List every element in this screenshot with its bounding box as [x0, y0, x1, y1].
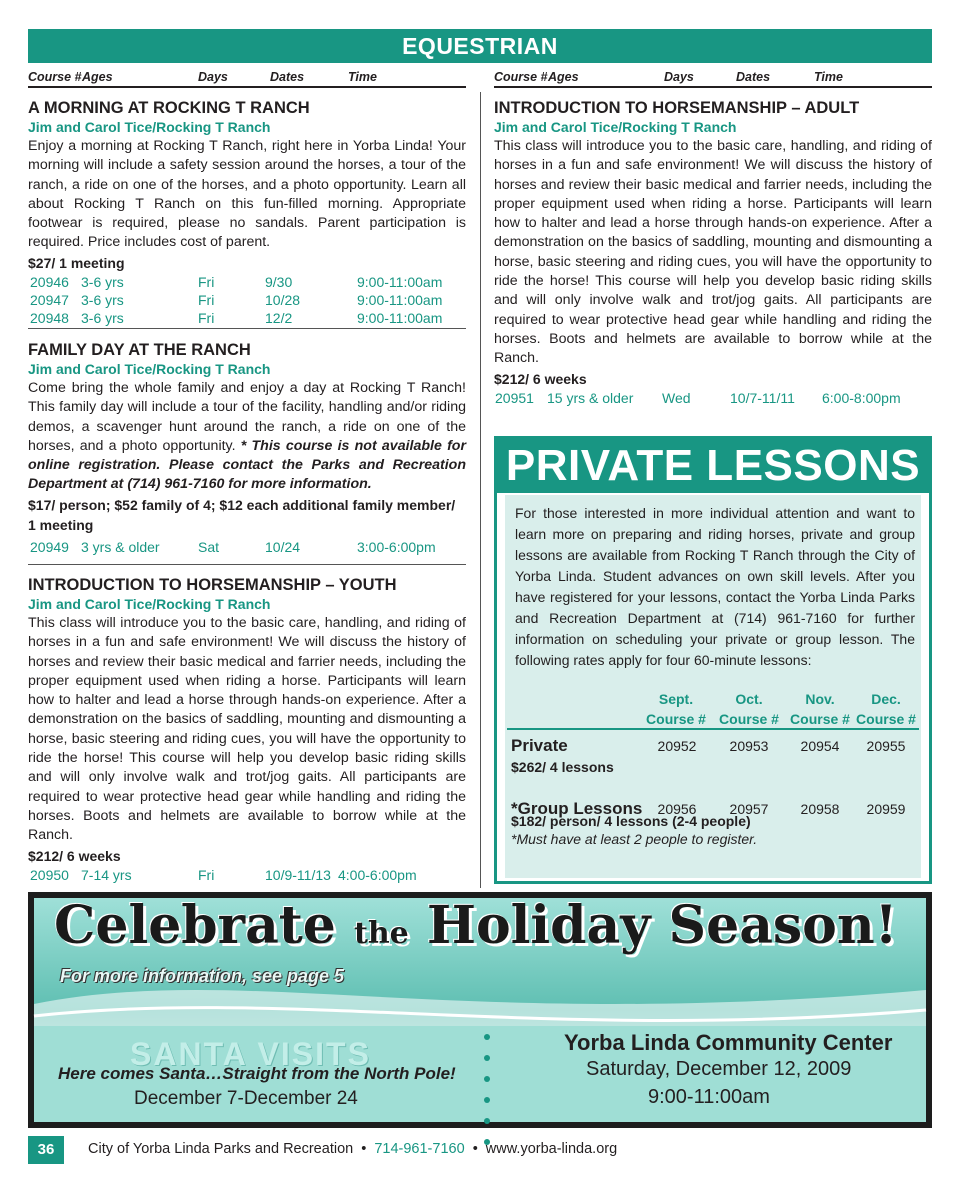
course-title: INTRODUCTION TO HORSEMANSHIP – YOUTH [28, 576, 397, 594]
event-time: 9:00-11:00am [648, 1086, 770, 1108]
rate-course-number: 20958 [800, 801, 840, 817]
course-price: $212/ 6 weeks [28, 847, 121, 864]
col-course: Course # [494, 70, 548, 84]
course-family-day [28, 340, 466, 556]
course-instructor: Jim and Carol Tice/Rocking T Ranch [494, 119, 737, 135]
section-row: 20948 3-6 yrs Fri 12/2 9:00-11:00am [30, 309, 443, 326]
course-price: $27/ 1 meeting [28, 254, 125, 271]
col-ages: Ages [82, 70, 113, 84]
course-morning-rocking-t [28, 98, 466, 327]
santa-tagline: Here comes Santa…Straight from the North Pole! [58, 1064, 456, 1083]
course-instructor: Jim and Carol Tice/Rocking T Ranch [28, 119, 271, 135]
rate-note: *Must have at least 2 people to register. [511, 831, 758, 847]
section-row: 20946 3-6 yrs Fri 9/30 9:00-11:00am [30, 273, 443, 290]
course-note: * This course is not available for online registration. Please contact the Parks and Recreation Department at (714) 961-7160 for more information. [28, 437, 466, 493]
rate-course-number: 20955 [866, 738, 906, 754]
rate-course-number: 20953 [729, 738, 769, 754]
footer-separator: • [361, 1141, 367, 1157]
section-row: 20951 15 yrs & older Wed 10/7-11/11 6:00-8:00pm [495, 389, 901, 406]
section-banner: EQUESTRIAN [28, 29, 932, 63]
rate-header-oct: Oct. Course # [719, 691, 779, 727]
rate-header-sept: Sept. Course # [646, 691, 706, 727]
rate-price-group: $182/ person/ 4 lessons (2-4 people) [511, 813, 751, 829]
col-days: Days [664, 70, 694, 84]
rate-course-number: 20952 [657, 738, 697, 754]
private-lessons-box [494, 436, 932, 884]
footer-org: City of Yorba Linda Parks and Recreation [88, 1141, 354, 1157]
course-title: FAMILY DAY AT THE RANCH [28, 341, 251, 359]
course-title: INTRODUCTION TO HORSEMANSHIP – ADULT [494, 99, 860, 117]
course-description: Come bring the whole family and enjoy a day at Rocking T Ranch! This family day will include a tour of the facility, handling and/or riding demos, a scavenger hunt around the ranch, a ride on one of the horses, and a photo opportunity. * This course is not available for online registration. Please contact the Parks and Recreation Department at (714) 961-7160 for more information. [28, 380, 466, 493]
section-row: 20947 3-6 yrs Fri 10/28 9:00-11:00am [30, 291, 443, 308]
rate-course-number: 20956 [657, 801, 697, 817]
course-separator [28, 328, 466, 329]
private-lessons-description: For those interested in more individual attention and want to learn more on preparing and riding horses, private and group lessons are available from Rocking T Ranch through the City of Yorba Linda. Student advances on own skill levels. After you have registered for your lessons, contact the Yorba Linda Parks and Recreation Department at (714) 961-7160 for further information on scheduling your private or group lesson. The following rates apply for four 60-minute lessons: [515, 505, 915, 668]
private-lessons-title: PRIVATE LESSONS [497, 439, 929, 493]
col-time: Time [348, 70, 377, 84]
course-description: Enjoy a morning at Rocking T Ranch, right here in Yorba Linda! Your morning will include a safety session around the horses, a tour of the ranch, a ride on one of the horses, and a photo opportunity. Learn all about Rocking T Ranch on this fun-filled morning. Appropriate footwear is required, please no sandals. Parent participation is required. Price includes cost of parent. [28, 138, 466, 251]
rate-header-dec: Dec. Course # [856, 691, 916, 727]
holiday-ad [28, 892, 932, 1128]
col-dates: Dates [736, 70, 771, 84]
santa-visits-title: SANTA VISITS [130, 1036, 371, 1072]
course-price: $17/ person; $52 family of 4; $12 each additional family member/ 1 meeting [28, 496, 456, 533]
course-description: This class will introduce you to the basic care, handling, and riding of horses in a fun and safe environment! We will discuss the history of horses and review their basic medical and farrier needs, including the proper equipment used when riding a horse. Participants will learn how to halter and lead a horse through hands-on experience. After a demonstration on the basics of saddling, mounting and dismounting a horse, basic steering and riding cues, you will have the opportunity to ride the horse! This course will help you develop basic riding skills and will only involve walk and trot/jog gaits. All participants are required to wear protective head gear while handling and riding the horses. Boots and helmets are available to borrow while at the Ranch. [494, 138, 932, 367]
column-header-right [494, 68, 932, 88]
footer [88, 1141, 617, 1157]
holiday-info: For more information, see page 5 [60, 966, 345, 986]
course-horsemanship-adult [494, 98, 932, 407]
course-horsemanship-youth [28, 575, 466, 884]
col-time: Time [814, 70, 843, 84]
col-ages: Ages [548, 70, 579, 84]
column-header-left [28, 68, 466, 88]
section-row: 20950 7-14 yrs Fri 10/9-11/13 4:00-6:00pm [30, 866, 417, 883]
rate-name-group: *Group Lessons [511, 799, 643, 818]
holiday-title: Celebrate the Holiday Season! [54, 895, 898, 956]
rate-name-private: Private [511, 736, 568, 755]
rate-course-number: 20957 [729, 801, 769, 817]
rate-header-nov: Nov. Course # [790, 691, 850, 727]
footer-separator: • [472, 1141, 478, 1157]
rate-price-private: $262/ 4 lessons [511, 759, 614, 775]
course-separator [28, 564, 466, 565]
private-lessons-panel [505, 495, 921, 878]
rate-course-number: 20959 [866, 801, 906, 817]
holiday-details-panel [34, 1026, 926, 1122]
col-course: Course # [28, 70, 82, 84]
rate-course-number: 20954 [800, 738, 840, 754]
col-days: Days [198, 70, 228, 84]
page-number: 36 [28, 1136, 64, 1164]
course-description: This class will introduce you to the basic care, handling, and riding of horses in a fun and safe environment! We will discuss the history of horses and review their basic medical and farrier needs, including the proper equipment used when riding a horse. Participants will learn how to halter and lead a horse through hands-on experience. After a demonstration on the basics of saddling, mounting and dismounting a horse, basic steering and riding cues, you will have the opportunity to ride the horse! This course will help you develop basic riding skills and will only involve walk and trot/jog gaits. All participants are required to wear protective head gear while handling and riding the horses. Boots and helmets are available to borrow while at the Ranch. [28, 615, 466, 844]
event-venue: Yorba Linda Community Center [564, 1030, 893, 1055]
course-title: A MORNING AT ROCKING T RANCH [28, 99, 310, 117]
course-price: $212/ 6 weeks [494, 370, 587, 387]
rate-table-rule [507, 728, 919, 730]
course-instructor: Jim and Carol Tice/Rocking T Ranch [28, 596, 271, 612]
footer-website[interactable]: www.yorba-linda.org [485, 1141, 618, 1157]
santa-dates: December 7-December 24 [134, 1088, 358, 1109]
column-divider [480, 92, 481, 888]
event-date: Saturday, December 12, 2009 [586, 1058, 852, 1080]
section-row: 20949 3 yrs & older Sat 10/24 3:00-6:00pm [30, 538, 436, 555]
course-instructor: Jim and Carol Tice/Rocking T Ranch [28, 361, 271, 377]
col-dates: Dates [270, 70, 305, 84]
footer-phone[interactable]: 714-961-7160 [374, 1141, 465, 1157]
